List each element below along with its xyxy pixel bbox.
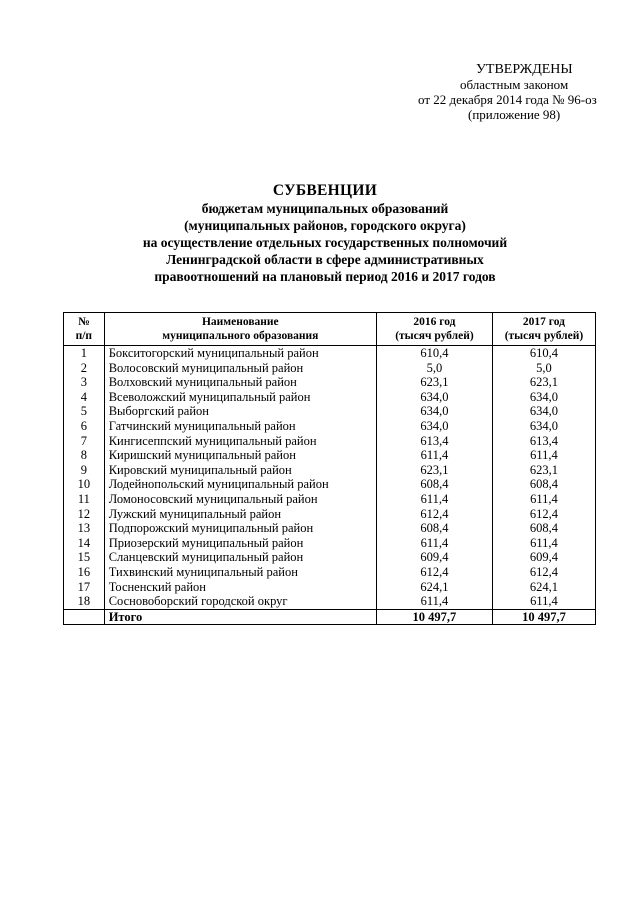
row-2017: 624,1 [529, 579, 558, 594]
total-2016: 10 497,7 [376, 609, 492, 625]
row-2017: 609,4 [529, 550, 558, 565]
row-number: 13 [64, 521, 105, 536]
table-row [64, 565, 596, 580]
row-name: Всеволожский муниципальный район [104, 390, 376, 405]
row-2017: 611,4 [530, 448, 558, 463]
row-2016: 609,4 [376, 550, 492, 565]
total-row [64, 609, 596, 625]
row-number: 14 [64, 536, 105, 551]
row-name: Лужский муниципальный район [104, 507, 376, 522]
row-name: Ломоносовский муниципальный район [104, 492, 376, 507]
row-2016: 611,4 [376, 448, 492, 463]
header-2017-line2: (тысяч рублей) [504, 330, 584, 342]
row-2017: 611,4 [530, 535, 558, 550]
row-2016: 613,4 [376, 434, 492, 449]
row-2016: 623,1 [376, 463, 492, 478]
table-row [64, 521, 596, 536]
row-number: 11 [64, 492, 105, 507]
row-name: Волховский муниципальный район [104, 375, 376, 390]
row-name: Выборгский район [104, 404, 376, 419]
header-name-line1: Наименование [201, 316, 279, 328]
row-2017: 5,0 [536, 360, 552, 375]
row-2017: 612,4 [529, 564, 558, 579]
row-name: Бокситогорский муниципальный район [104, 346, 376, 361]
row-2017: 634,0 [529, 418, 558, 433]
row-name: Гатчинский муниципальный район [104, 419, 376, 434]
approval-date: от 22 декабря 2014 года № 96-оз [418, 92, 597, 107]
row-2017: 623,1 [529, 462, 558, 477]
table-row [64, 463, 596, 478]
table-row [64, 404, 596, 419]
row-name: Волосовский муниципальный район [104, 361, 376, 376]
title-line: правоотношений на плановый период 2016 и 2017 годов [154, 269, 496, 284]
row-number: 1 [64, 346, 105, 361]
row-2016: 634,0 [376, 419, 492, 434]
row-number: 16 [64, 565, 105, 580]
row-name: Тосненский район [104, 580, 376, 595]
row-number: 9 [64, 463, 105, 478]
total-2017: 10 497,7 [522, 609, 566, 624]
approval-block [418, 62, 618, 122]
row-2017: 613,4 [529, 433, 558, 448]
header-number [64, 313, 105, 346]
table-row [64, 375, 596, 390]
row-number: 2 [64, 361, 105, 376]
row-2016: 624,1 [376, 580, 492, 595]
table-row [64, 448, 596, 463]
row-2017: 634,0 [529, 404, 558, 419]
row-number: 18 [64, 594, 105, 609]
row-2016: 611,4 [376, 594, 492, 609]
row-2017: 611,4 [530, 491, 558, 506]
approval-authority: областным законом [460, 77, 569, 92]
header-2016 [376, 313, 492, 346]
row-number: 5 [64, 404, 105, 419]
row-2016: 608,4 [376, 477, 492, 492]
table-row [64, 507, 596, 522]
row-2017: 608,4 [529, 477, 558, 492]
row-number: 17 [64, 580, 105, 595]
title-main: СУБВЕНЦИИ [272, 182, 378, 199]
table-row [64, 419, 596, 434]
row-name: Кингисеппский муниципальный район [104, 434, 376, 449]
title-line: Ленинградской области в сфере административных [166, 252, 484, 267]
title-line: на осуществление отдельных государственных полномочий [142, 235, 508, 250]
row-2016: 610,4 [376, 346, 492, 361]
row-number: 3 [64, 375, 105, 390]
row-2017: 634,0 [529, 389, 558, 404]
table-row [64, 550, 596, 565]
title-line: бюджетам муниципальных образований [201, 201, 449, 216]
row-2016: 612,4 [376, 565, 492, 580]
title-line: (муниципальных районов, городского округа) [184, 218, 466, 233]
total-number-cell [64, 609, 105, 625]
row-2016: 623,1 [376, 375, 492, 390]
row-2016: 634,0 [376, 390, 492, 405]
row-2017: 608,4 [529, 521, 558, 536]
row-2016: 612,4 [376, 507, 492, 522]
row-2016: 611,4 [376, 492, 492, 507]
approval-appendix: (приложение 98) [468, 107, 561, 122]
row-name: Кировский муниципальный район [104, 463, 376, 478]
table-row [64, 594, 596, 609]
row-2016: 611,4 [376, 536, 492, 551]
row-number: 10 [64, 477, 105, 492]
header-name [104, 313, 376, 346]
table-row [64, 390, 596, 405]
header-2016-line1: 2016 год [413, 316, 456, 328]
table-header-row [64, 313, 596, 346]
row-2016: 608,4 [376, 521, 492, 536]
total-label: Итого [104, 609, 376, 625]
header-2017 [492, 313, 595, 346]
header-number-line1: № [78, 316, 90, 328]
table-row [64, 536, 596, 551]
table-row [64, 477, 596, 492]
header-2016-line2: (тысяч рублей) [395, 330, 474, 342]
header-number-line2: п/п [75, 330, 93, 342]
header-name-line2: муниципального образования [162, 330, 319, 342]
row-2017: 610,4 [529, 346, 558, 360]
row-name: Приозерский муниципальный район [104, 536, 376, 551]
row-name: Киришский муниципальный район [104, 448, 376, 463]
row-2017: 611,4 [530, 594, 558, 609]
row-name: Подпорожский муниципальный район [104, 521, 376, 536]
row-name: Сланцевский муниципальный район [104, 550, 376, 565]
row-name: Тихвинский муниципальный район [104, 565, 376, 580]
document-title [60, 182, 590, 285]
table-body [64, 346, 596, 625]
table-row [64, 434, 596, 449]
row-2017: 612,4 [529, 506, 558, 521]
row-name: Лодейнопольский муниципальный район [104, 477, 376, 492]
row-number: 8 [64, 448, 105, 463]
row-number: 6 [64, 419, 105, 434]
row-number: 12 [64, 507, 105, 522]
approval-title: УТВЕРЖДЕНЫ [476, 62, 573, 77]
row-name: Сосновоборский городской округ [104, 594, 376, 609]
row-2016: 634,0 [376, 404, 492, 419]
table-row [64, 580, 596, 595]
header-2017-line1: 2017 год [522, 316, 565, 328]
subsidy-table [63, 312, 596, 625]
table-row [64, 346, 596, 361]
row-2017: 623,1 [529, 375, 558, 390]
table-row [64, 492, 596, 507]
table-row [64, 361, 596, 376]
row-number: 4 [64, 390, 105, 405]
row-2016: 5,0 [376, 361, 492, 376]
row-number: 15 [64, 550, 105, 565]
row-number: 7 [64, 434, 105, 449]
